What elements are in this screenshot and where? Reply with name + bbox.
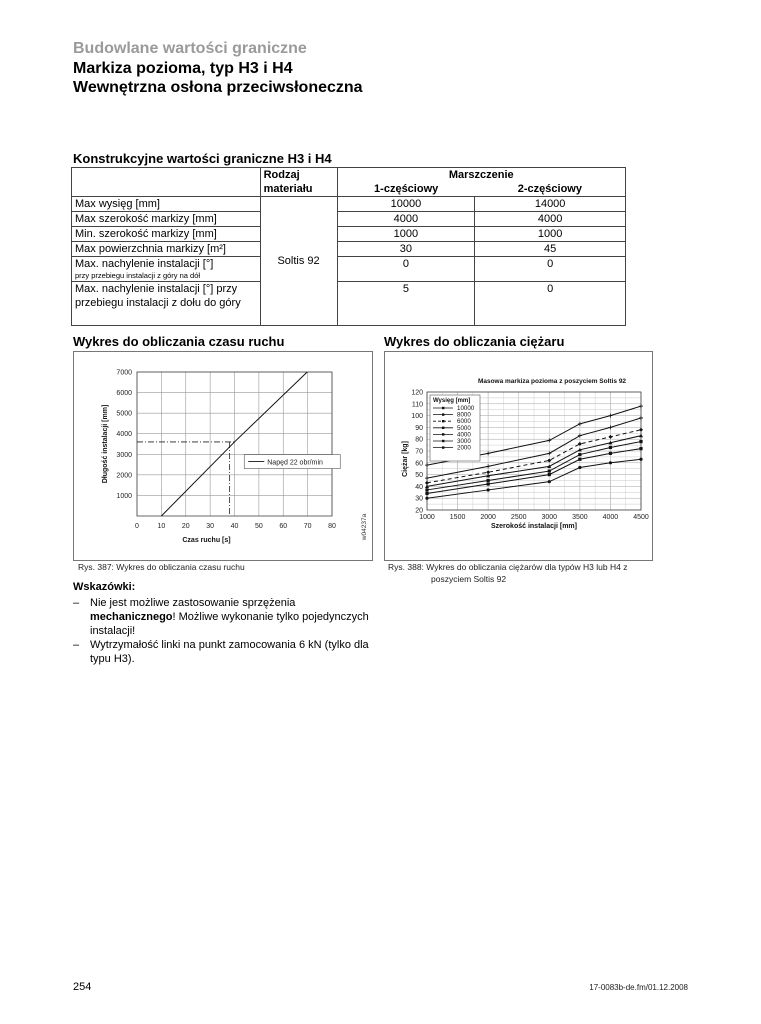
table-cell: 4000: [337, 212, 475, 227]
x-tick-label: 70: [303, 523, 312, 530]
series-marker: [487, 488, 490, 491]
table-cell-label: Max szerokość markizy [mm]: [72, 212, 261, 227]
table-cell-label-sub: przy przebiegu instalacji z góry na dół: [75, 271, 201, 280]
table-header-material-line2: materiału: [263, 183, 313, 195]
table-cell: 1000: [475, 227, 626, 242]
table-row: [72, 197, 626, 212]
series-marker: [547, 451, 551, 455]
table-header-empty: [72, 168, 261, 197]
x-tick-label: 30: [206, 523, 215, 530]
series-marker: [486, 464, 490, 468]
x-tick-label: 50: [254, 523, 263, 530]
table-cell: 5: [337, 282, 475, 326]
y-tick-label: 90: [415, 424, 423, 432]
table-cell: 1000: [337, 227, 475, 242]
x-tick-label: 1500: [449, 514, 466, 521]
series-marker: [548, 469, 551, 472]
x-tick-label: 80: [328, 523, 336, 530]
series-marker: [639, 416, 643, 420]
page-number: 254: [73, 981, 92, 993]
table-cell: 30: [337, 242, 475, 257]
legend-marker: [442, 413, 444, 415]
table-cell-label: Max wysięg [mm]: [72, 197, 261, 212]
y-tick-label: 80: [415, 436, 423, 444]
series-marker: [639, 440, 642, 443]
table-row: [72, 257, 626, 282]
y-tick-label: 4000: [116, 431, 132, 439]
document-reference: 17-0083b-de.fm/01.12.2008: [589, 983, 688, 992]
table-header-material: [260, 168, 337, 197]
table-cell: 0: [475, 257, 626, 282]
x-tick-label: 20: [181, 523, 190, 530]
series-marker: [487, 479, 490, 482]
note-text: ! Możliwe wykonanie tylko pojedynczych instalacji!: [90, 611, 369, 637]
table-cell: 45: [475, 242, 626, 257]
series-marker: [608, 435, 612, 439]
series-marker: [548, 480, 551, 483]
table-cell-label: [72, 257, 261, 282]
series-marker: [609, 461, 612, 464]
series-marker: [609, 452, 612, 455]
table-header-col1: 1-częściowy: [337, 182, 475, 197]
series-marker: [639, 447, 642, 450]
legend-label: 8000: [457, 411, 471, 419]
section-supertitle: Budowlane wartości graniczne: [73, 40, 307, 57]
y-tick-label: 120: [411, 389, 423, 397]
x-tick-label: 3000: [541, 514, 558, 521]
page-title: Markiza pozioma, typ H3 i H4: [73, 60, 293, 77]
page-subtitle: Wewnętrzna osłona przeciwsłoneczna: [73, 79, 363, 96]
table-cell-label: Min. szerokość markizy [mm]: [72, 227, 261, 242]
series-marker: [578, 434, 582, 438]
notes-block: [73, 580, 373, 666]
x-tick-label: 0: [135, 523, 139, 530]
series-marker: [425, 476, 429, 480]
y-tick-label: 100: [411, 413, 423, 421]
legend-label: 3000: [457, 438, 471, 445]
table-row: [72, 282, 626, 326]
series-marker: [425, 488, 428, 491]
weight-chart-frame: [384, 351, 653, 561]
figure-right-caption-line1: Rys. 388: Wykres do obliczania ciężarów dla typów H3 lub H4 z: [388, 562, 628, 572]
table-cell-label: Max. nachylenie instalacji [°] przy przebiegu instalacji z dołu do góry: [72, 282, 261, 326]
figure-side-code: w04237a: [361, 513, 368, 541]
table-cell-label-main: Max. nachylenie instalacji [°]: [75, 258, 214, 270]
note-emphasis: mechanicznego: [90, 611, 173, 623]
series-marker: [578, 458, 581, 461]
series-marker: [578, 466, 581, 469]
x-axis-label: Szerokość instalacji [mm]: [491, 523, 577, 530]
table-row: [72, 212, 626, 227]
series-marker: [486, 451, 490, 455]
table-cell: 14000: [475, 197, 626, 212]
series-marker: [609, 446, 612, 449]
figure-right-title: Wykres do obliczania ciężaru: [384, 334, 565, 349]
legend-label: 4000: [457, 431, 471, 439]
series-marker: [487, 482, 490, 485]
table-row: [72, 227, 626, 242]
table-cell: 0: [475, 282, 626, 326]
chart-title: Masowa markiza pozioma z poszyciem Soltis 92: [477, 378, 627, 385]
y-tick-label: 3000: [116, 451, 132, 459]
legend-label: 10000: [457, 405, 475, 412]
table-cell: 0: [337, 257, 475, 282]
series-marker: [425, 497, 428, 500]
table-cell: 10000: [337, 197, 475, 212]
series-marker: [547, 458, 551, 462]
x-tick-label: 2000: [480, 514, 496, 521]
y-tick-label: 1000: [116, 492, 132, 500]
series-marker: [425, 481, 429, 485]
table-title: Konstrukcyjne wartości graniczne H3 i H4: [73, 151, 332, 166]
table-header-group: Marszczenie: [337, 168, 625, 183]
table-cell: 4000: [475, 212, 626, 227]
note-text: Nie jest możliwe zastosowanie sprzężenia: [90, 597, 296, 609]
legend-marker: [442, 433, 444, 435]
table-header-row: [72, 168, 626, 183]
limits-table: [71, 167, 626, 326]
legend-marker: [442, 440, 444, 442]
x-axis-label: Czas ruchu [s]: [182, 537, 231, 544]
y-tick-label: 110: [411, 401, 423, 409]
legend-marker: [442, 427, 444, 429]
legend-marker: [442, 420, 444, 422]
y-tick-label: 30: [415, 495, 423, 503]
series-marker: [486, 470, 490, 474]
legend-marker: [442, 407, 444, 409]
motion-time-chart: [74, 352, 374, 562]
series-marker: [639, 434, 643, 438]
series-marker: [548, 473, 551, 476]
y-tick-label: 70: [415, 448, 423, 456]
y-tick-label: 5000: [116, 410, 132, 418]
figure-left-caption: Rys. 387: Wykres do obliczania czasu ruchu: [78, 562, 245, 572]
note-dash: –: [73, 639, 80, 651]
series-marker: [608, 425, 612, 429]
note-item: [73, 596, 373, 638]
table-header-col2: 2-częściowy: [475, 182, 626, 197]
table-header-material-line1: Rodzaj: [263, 169, 300, 181]
legend-label: 6000: [457, 418, 471, 426]
weight-chart: [385, 352, 654, 562]
y-axis-label: Długość instalacji [mm]: [102, 404, 109, 484]
series-marker: [639, 404, 643, 408]
series-marker: [578, 453, 581, 456]
y-tick-label: 7000: [116, 369, 132, 377]
y-tick-label: 6000: [116, 390, 132, 398]
series-marker: [639, 428, 643, 432]
series-marker: [425, 492, 428, 495]
y-tick-label: 20: [415, 507, 423, 515]
x-tick-label: 10: [157, 523, 166, 530]
legend-title: Wysięg [mm]: [433, 398, 471, 404]
legend-label: 5000: [457, 424, 471, 432]
series-marker: [578, 422, 582, 426]
note-item: [73, 638, 373, 666]
figure-left-title: Wykres do obliczania czasu ruchu: [73, 334, 285, 349]
table-row: [72, 242, 626, 257]
y-axis-label: Ciężar [kg]: [402, 441, 409, 477]
x-tick-label: 3500: [572, 514, 588, 521]
x-tick-label: 4500: [633, 514, 649, 521]
x-tick-label: 2500: [510, 514, 527, 521]
notes-title: Wskazówki:: [73, 581, 136, 593]
legend-label: 2000: [457, 444, 471, 452]
y-tick-label: 60: [415, 460, 423, 468]
figure-right-caption-line2: poszyciem Soltis 92: [431, 574, 507, 584]
motion-time-chart-frame: [73, 351, 373, 561]
x-tick-label: 60: [279, 523, 288, 530]
legend-marker: [442, 446, 444, 448]
series-marker: [639, 458, 642, 461]
table-cell-material: Soltis 92: [260, 197, 337, 326]
x-tick-label: 1000: [419, 514, 435, 521]
y-tick-label: 40: [415, 483, 423, 491]
table-cell-label: Max powierzchnia markizy [m²]: [72, 242, 261, 257]
y-tick-label: 50: [415, 472, 423, 480]
series-marker: [608, 414, 612, 418]
series-marker: [425, 463, 429, 467]
y-tick-label: 2000: [116, 472, 132, 480]
x-tick-label: 40: [230, 523, 239, 530]
note-dash: –: [73, 597, 80, 609]
x-tick-label: 4000: [602, 514, 619, 521]
note-text: Wytrzymałość linki na punkt zamocowania 6 kN (tylko dla typu H3).: [90, 639, 369, 665]
legend-label: Napęd 22 obr/min: [267, 459, 323, 467]
